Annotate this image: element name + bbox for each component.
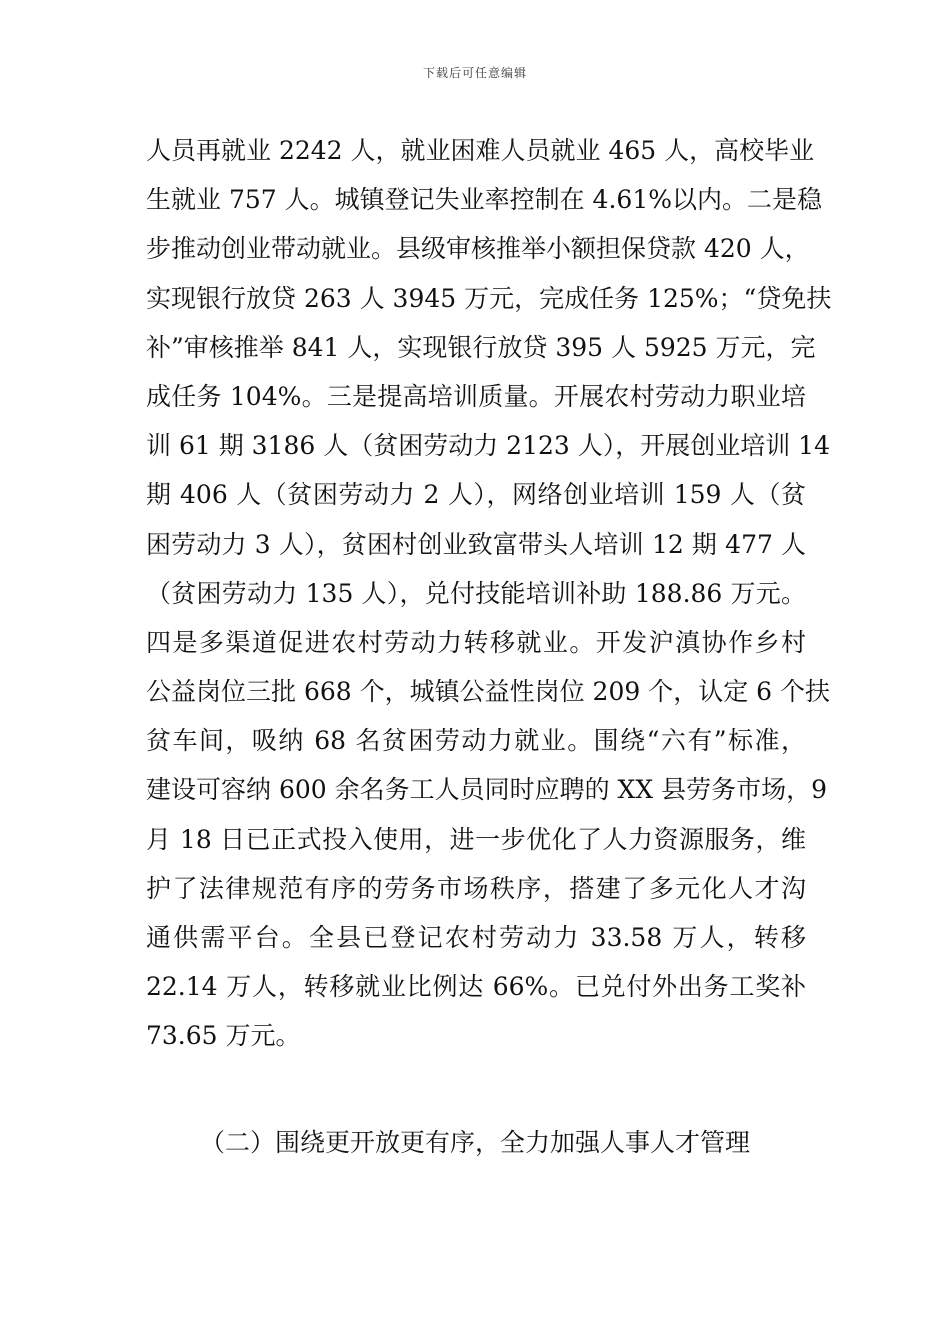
body-line: 月 18 日已正式投入使用，进一步优化了人力资源服务，维 [146,824,806,854]
body-line-last: 73.65 万元。 [146,1021,301,1051]
body-line: 步推动创业带动就业。县级审核推举小额担保贷款 420 人， [146,234,810,264]
body-paragraph [146,126,832,1061]
body-line: 护了法律规范有序的劳务市场秩序，搭建了多元化人才沟 [146,873,806,903]
body-line: 贫车间，吸纳 68 名贫困劳动力就业。围绕“六有”标准， [146,726,806,756]
body-line: 公益岗位三批 668 个，城镇公益性岗位 209 个，认定 6 个扶 [146,677,831,707]
body-line: 人员再就业 2242 人，就业困难人员就业 465 人，高校毕业 [146,136,815,165]
body-line: 四是多渠道促进农村劳动力转移就业。开发沪滇协作乡村 [146,627,806,657]
body-line: 补”审核推举 841 人，实现银行放贷 395 人 5925 万元，完 [146,332,816,362]
body-line: 成任务 104%。三是提高培训质量。开展农村劳动力职业培 [146,381,806,411]
body-line: 期 406 人（贫困劳动力 2 人），网络创业培训 159 人（贫 [146,480,806,510]
body-line: 训 61 期 3186 人（贫困劳动力 2123 人），开展创业培训 14 [146,431,830,461]
body-line: 困劳动力 3 人），贫困村创业致富带头人培训 12 期 477 人 [146,529,806,559]
body-line: 建设可容纳 600 余名务工人员同时应聘的 XX 县劳务市场，9 [146,775,828,805]
body-line: 22.14 万人，转移就业比例达 66%。已兑付外出务工奖补 [146,972,806,1002]
body-line: （贫困劳动力 135 人），兑付技能培训补助 188.86 万元。 [146,578,806,608]
page-header-note: 下载后可任意编辑 [422,66,527,80]
body-line: 通供需平台。全县已登记农村劳动力 33.58 万人，转移 [146,923,806,952]
section-heading: （二）围绕更开放更有序，全力加强人事人才管理 [199,1128,750,1157]
body-line: 实现银行放贷 263 人 3945 万元，完成任务 125%；“贷免扶 [146,283,832,313]
body-line: 生就业 757 人。城镇登记失业率控制在 4.61%以内。二是稳 [146,185,822,215]
